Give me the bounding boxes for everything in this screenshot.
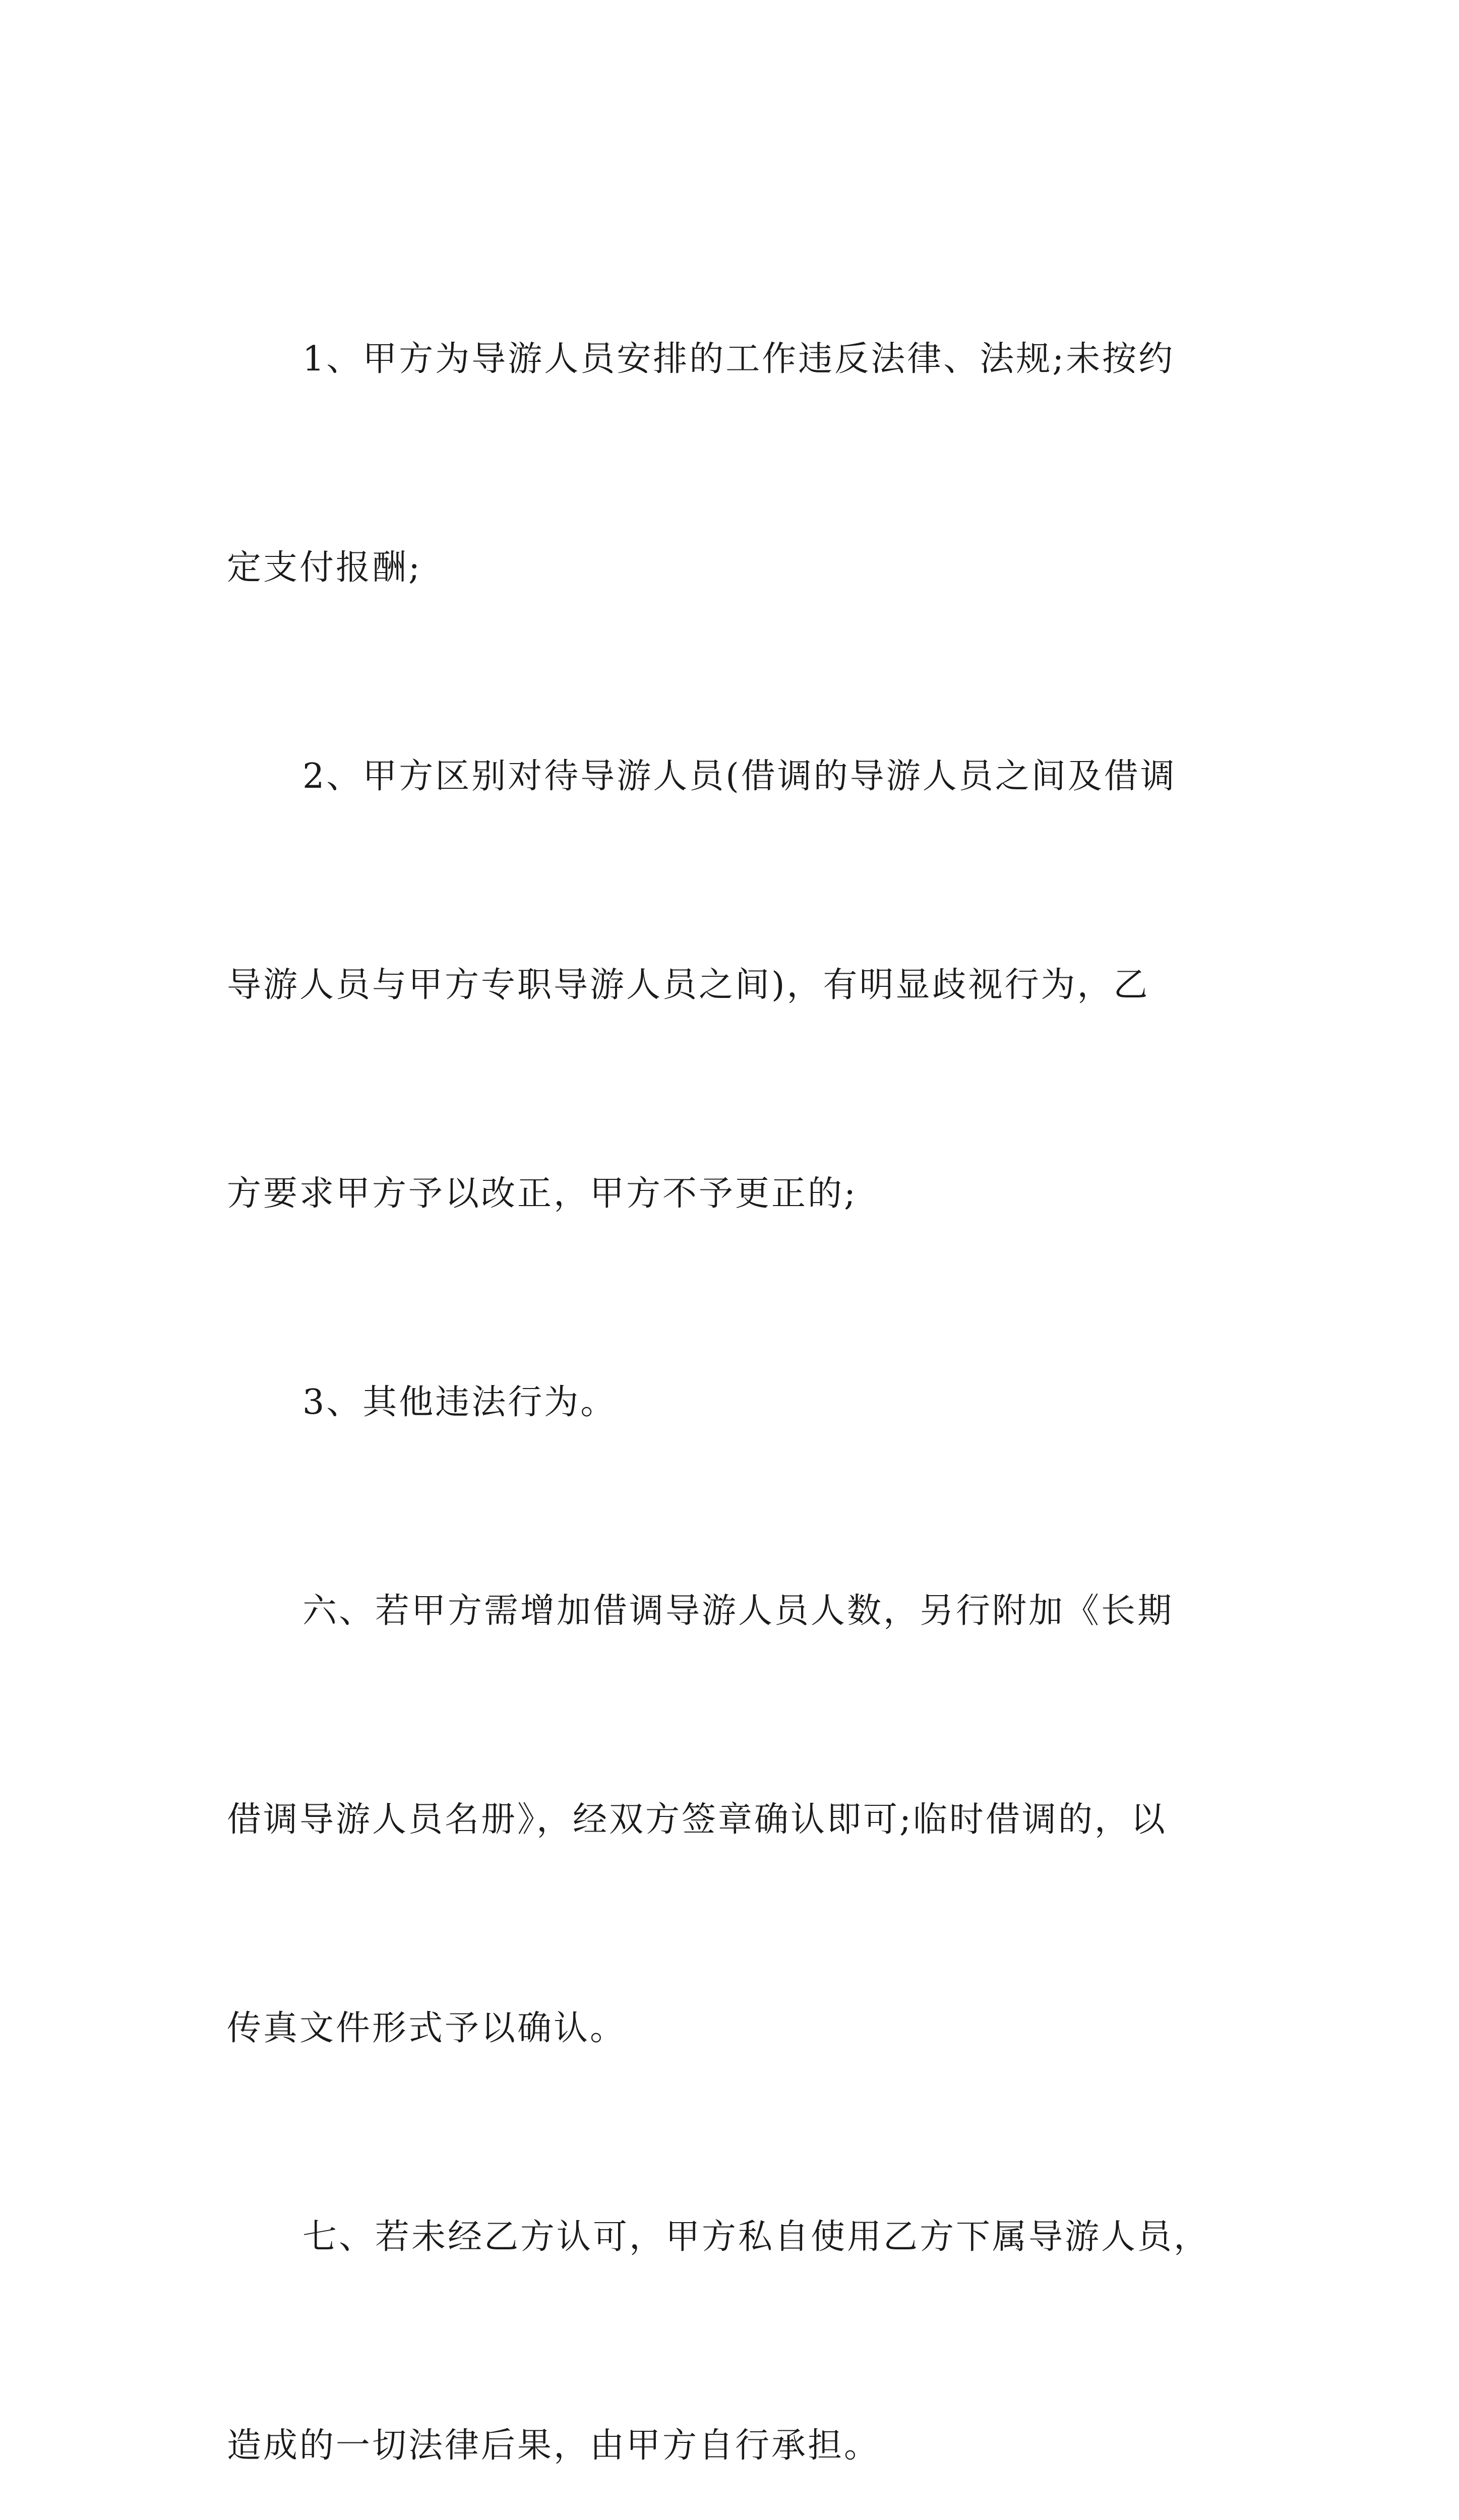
paragraph-line: 六、若甲方需增加借调导游人员人数，另行附加《长期 xyxy=(302,1591,1174,1631)
paragraph-line: 传真文件形式予以确认。 xyxy=(227,2008,627,2048)
paragraph-line: 造成的一切法律后果，由甲方自行承担。 xyxy=(227,2426,881,2466)
paragraph-line: 借调导游人员名册》，经双方签章确认即可;临时借调的，以 xyxy=(227,1800,1167,1840)
paragraph-line: 2、甲方区别对待导游人员(借调的导游人员之间及借调 xyxy=(302,757,1177,796)
paragraph-line: 1、甲方为导游人员安排的工作违反法律、法规;未按约 xyxy=(302,339,1175,379)
paragraph-line: 导游人员与甲方专职导游人员之间)，有明显歧视行为，乙 xyxy=(227,965,1150,1005)
paragraph-line: 方要求甲方予以改正，甲方不予更正的; xyxy=(227,1174,858,1214)
paragraph-line: 定支付报酬; xyxy=(227,548,422,588)
paragraph-line: 七、若未经乙方认可，甲方私自使用乙方下属导游人员， xyxy=(302,2217,1210,2257)
document-body xyxy=(227,185,1250,2520)
paragraph-line: 3、其他违法行为。 xyxy=(302,1382,617,1422)
